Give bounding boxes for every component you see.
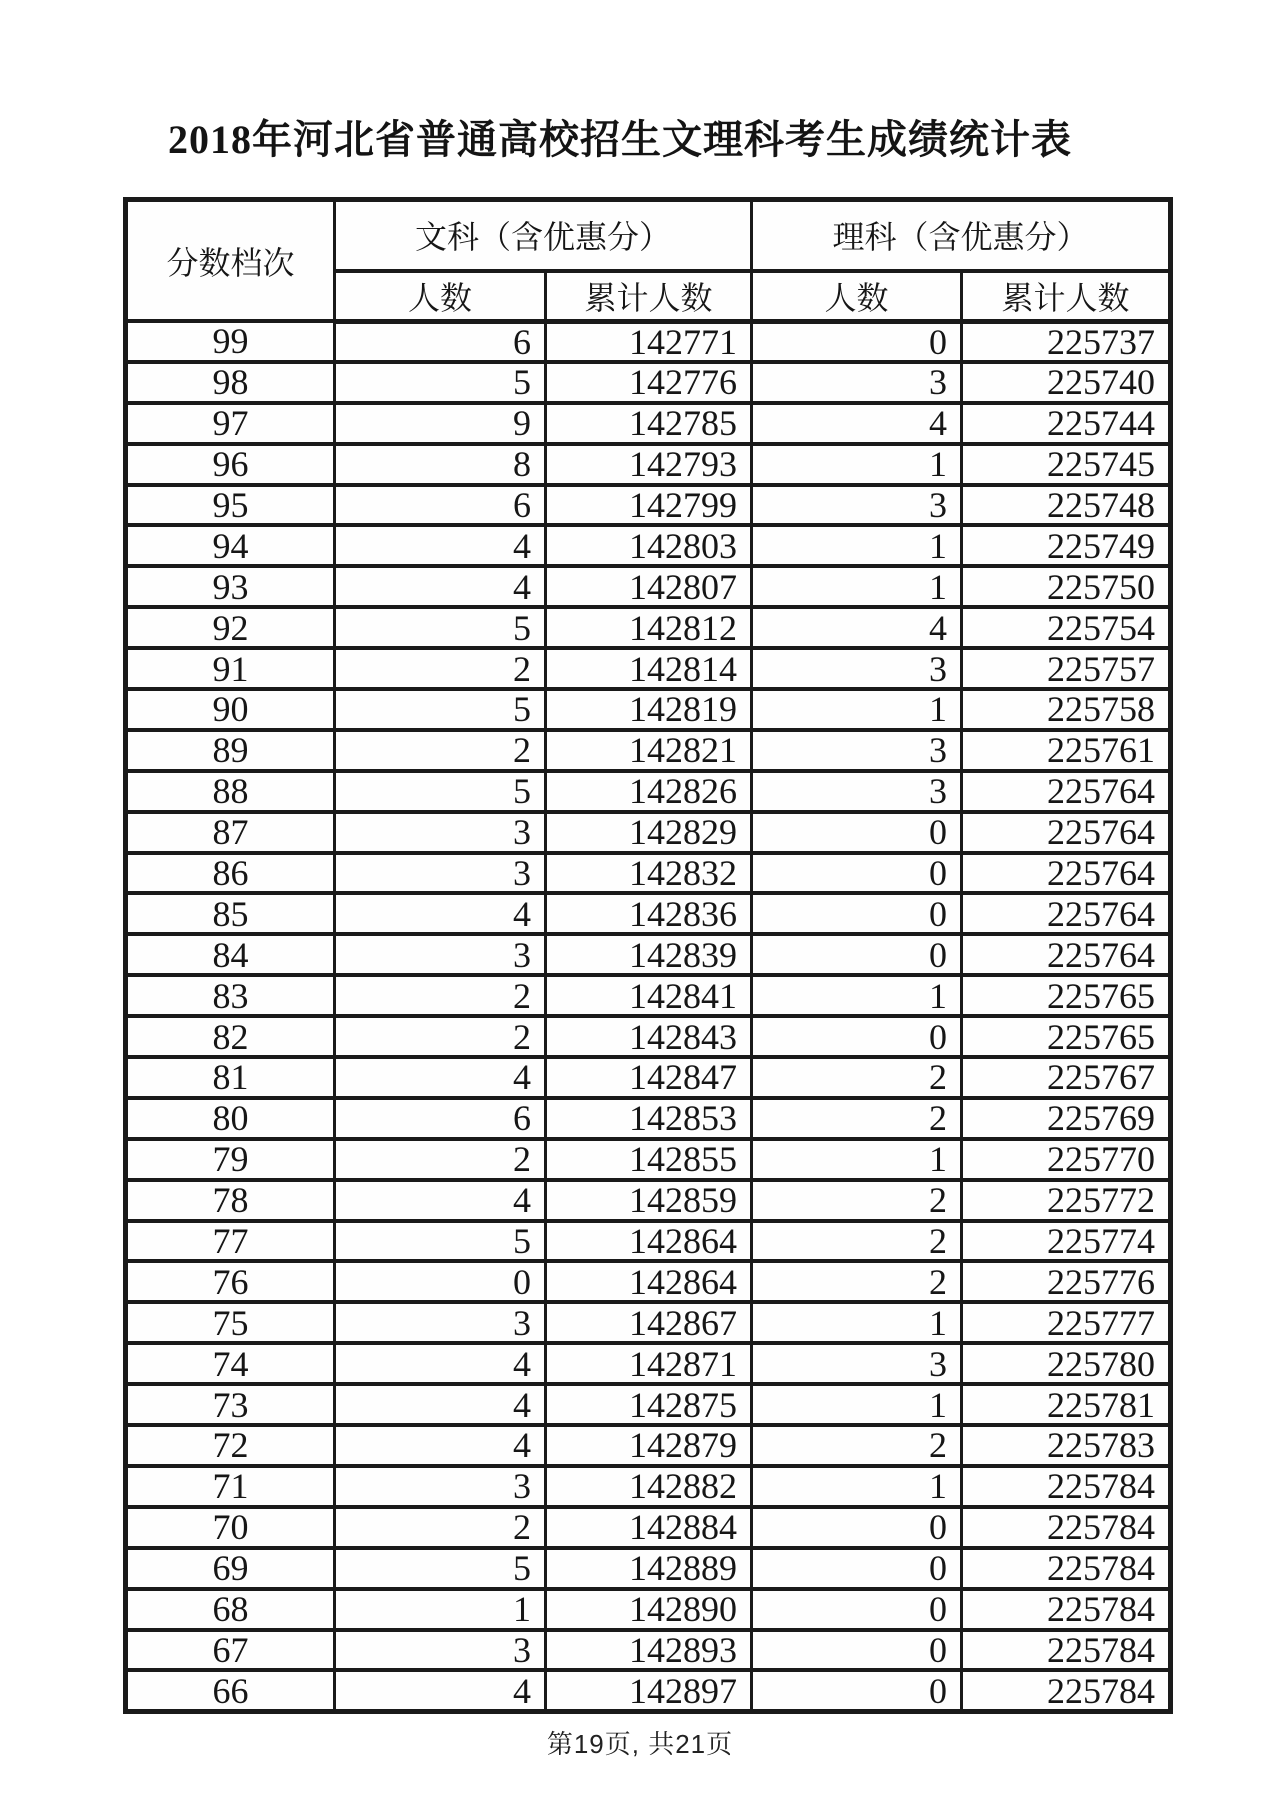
- science-count: 1: [752, 1466, 962, 1507]
- liberal-arts-cumulative: 142829: [546, 812, 752, 853]
- science-count: 1: [752, 444, 962, 485]
- table-row: [126, 1466, 1171, 1507]
- table-header: [126, 200, 1171, 322]
- header-liberal-arts-group: 文科（含优惠分）: [335, 200, 752, 271]
- liberal-arts-cumulative: 142859: [546, 1180, 752, 1221]
- liberal-arts-cumulative: 142803: [546, 525, 752, 566]
- science-cumulative: 225748: [962, 485, 1171, 526]
- score-level: 73: [126, 1384, 335, 1425]
- score-level: 70: [126, 1507, 335, 1548]
- liberal-arts-count: 5: [335, 1221, 546, 1262]
- liberal-arts-count: 5: [335, 362, 546, 403]
- table-row: [126, 485, 1171, 526]
- science-count: 1: [752, 689, 962, 730]
- liberal-arts-count: 4: [335, 525, 546, 566]
- table-row: [126, 1670, 1171, 1711]
- liberal-arts-count: 0: [335, 1261, 546, 1302]
- score-statistics-table: [123, 197, 1173, 1714]
- science-count: 3: [752, 485, 962, 526]
- liberal-arts-count: 3: [335, 1466, 546, 1507]
- liberal-arts-count: 4: [335, 1384, 546, 1425]
- science-cumulative: 225784: [962, 1466, 1171, 1507]
- liberal-arts-cumulative: 142890: [546, 1589, 752, 1630]
- science-count: 3: [752, 730, 962, 771]
- score-level: 76: [126, 1261, 335, 1302]
- liberal-arts-cumulative: 142821: [546, 730, 752, 771]
- science-count: 2: [752, 1221, 962, 1262]
- liberal-arts-count: 2: [335, 648, 546, 689]
- liberal-arts-cumulative: 142867: [546, 1302, 752, 1343]
- liberal-arts-count: 4: [335, 1180, 546, 1221]
- science-cumulative: 225745: [962, 444, 1171, 485]
- score-level: 80: [126, 1098, 335, 1139]
- score-level: 67: [126, 1630, 335, 1671]
- liberal-arts-cumulative: 142843: [546, 1016, 752, 1057]
- score-level: 84: [126, 934, 335, 975]
- science-count: 1: [752, 1384, 962, 1425]
- science-cumulative: 225784: [962, 1589, 1171, 1630]
- science-cumulative: 225757: [962, 648, 1171, 689]
- liberal-arts-count: 5: [335, 607, 546, 648]
- science-count: 0: [752, 893, 962, 934]
- score-level: 99: [126, 321, 335, 362]
- science-cumulative: 225744: [962, 403, 1171, 444]
- science-cumulative: 225784: [962, 1670, 1171, 1711]
- science-count: 1: [752, 1302, 962, 1343]
- liberal-arts-cumulative: 142807: [546, 566, 752, 607]
- liberal-arts-count: 4: [335, 1343, 546, 1384]
- table-row: [126, 1221, 1171, 1262]
- liberal-arts-cumulative: 142812: [546, 607, 752, 648]
- header-science-cumulative: 累计人数: [962, 271, 1171, 322]
- page-number: 第19页, 共21页: [546, 1729, 734, 1759]
- liberal-arts-cumulative: 142879: [546, 1425, 752, 1466]
- score-level: 74: [126, 1343, 335, 1384]
- science-cumulative: 225764: [962, 934, 1171, 975]
- science-count: 2: [752, 1180, 962, 1221]
- score-level: 69: [126, 1548, 335, 1589]
- table-row: [126, 362, 1171, 403]
- science-cumulative: 225772: [962, 1180, 1171, 1221]
- liberal-arts-cumulative: 142771: [546, 321, 752, 362]
- liberal-arts-count: 2: [335, 1016, 546, 1057]
- table-row: [126, 1548, 1171, 1589]
- table-row: [126, 1630, 1171, 1671]
- header-group-row: [126, 200, 1171, 271]
- score-level: 90: [126, 689, 335, 730]
- score-level: 96: [126, 444, 335, 485]
- liberal-arts-cumulative: 142853: [546, 1098, 752, 1139]
- liberal-arts-cumulative: 142785: [546, 403, 752, 444]
- table-row: [126, 689, 1171, 730]
- liberal-arts-count: 1: [335, 1589, 546, 1630]
- liberal-arts-cumulative: 142814: [546, 648, 752, 689]
- science-count: 1: [752, 525, 962, 566]
- liberal-arts-cumulative: 142836: [546, 893, 752, 934]
- science-cumulative: 225767: [962, 1057, 1171, 1098]
- science-cumulative: 225774: [962, 1221, 1171, 1262]
- liberal-arts-count: 3: [335, 812, 546, 853]
- liberal-arts-cumulative: 142776: [546, 362, 752, 403]
- science-count: 3: [752, 648, 962, 689]
- table-row: [126, 975, 1171, 1016]
- science-cumulative: 225740: [962, 362, 1171, 403]
- science-cumulative: 225777: [962, 1302, 1171, 1343]
- table-row: [126, 1425, 1171, 1466]
- science-cumulative: 225783: [962, 1425, 1171, 1466]
- science-cumulative: 225764: [962, 893, 1171, 934]
- score-level: 82: [126, 1016, 335, 1057]
- science-cumulative: 225765: [962, 1016, 1171, 1057]
- liberal-arts-cumulative: 142897: [546, 1670, 752, 1711]
- score-level: 89: [126, 730, 335, 771]
- science-cumulative: 225764: [962, 771, 1171, 812]
- header-score-level: 分数档次: [126, 200, 335, 322]
- score-level: 93: [126, 566, 335, 607]
- score-level: 79: [126, 1139, 335, 1180]
- score-level: 95: [126, 485, 335, 526]
- science-cumulative: 225769: [962, 1098, 1171, 1139]
- science-count: 2: [752, 1057, 962, 1098]
- table-row: [126, 853, 1171, 894]
- science-count: 1: [752, 1139, 962, 1180]
- liberal-arts-cumulative: 142819: [546, 689, 752, 730]
- table-row: [126, 1384, 1171, 1425]
- science-cumulative: 225784: [962, 1548, 1171, 1589]
- science-count: 0: [752, 853, 962, 894]
- liberal-arts-cumulative: 142864: [546, 1261, 752, 1302]
- score-level: 83: [126, 975, 335, 1016]
- table-row: [126, 1180, 1171, 1221]
- page-title: 2018年河北省普通高校招生文理科考生成绩统计表: [168, 117, 1072, 162]
- science-count: 0: [752, 1507, 962, 1548]
- score-level: 87: [126, 812, 335, 853]
- liberal-arts-cumulative: 142832: [546, 853, 752, 894]
- science-count: 3: [752, 771, 962, 812]
- science-cumulative: 225758: [962, 689, 1171, 730]
- science-cumulative: 225761: [962, 730, 1171, 771]
- liberal-arts-count: 8: [335, 444, 546, 485]
- liberal-arts-count: 3: [335, 853, 546, 894]
- science-count: 0: [752, 934, 962, 975]
- science-count: 0: [752, 1589, 962, 1630]
- header-liberal-arts-cumulative: 累计人数: [546, 271, 752, 322]
- table-row: [126, 1139, 1171, 1180]
- science-count: 0: [752, 1548, 962, 1589]
- header-science-count: 人数: [752, 271, 962, 322]
- liberal-arts-count: 3: [335, 934, 546, 975]
- science-cumulative: 225765: [962, 975, 1171, 1016]
- score-level: 92: [126, 607, 335, 648]
- score-level: 97: [126, 403, 335, 444]
- liberal-arts-count: 4: [335, 1425, 546, 1466]
- table-row: [126, 934, 1171, 975]
- score-level: 68: [126, 1589, 335, 1630]
- liberal-arts-cumulative: 142882: [546, 1466, 752, 1507]
- table-row: [126, 730, 1171, 771]
- table-row: [126, 771, 1171, 812]
- liberal-arts-cumulative: 142799: [546, 485, 752, 526]
- score-level: 75: [126, 1302, 335, 1343]
- science-cumulative: 225764: [962, 812, 1171, 853]
- score-level: 94: [126, 525, 335, 566]
- table-row: [126, 1261, 1171, 1302]
- liberal-arts-count: 5: [335, 771, 546, 812]
- science-cumulative: 225776: [962, 1261, 1171, 1302]
- table-row: [126, 1302, 1171, 1343]
- science-cumulative: 225754: [962, 607, 1171, 648]
- score-level: 66: [126, 1670, 335, 1711]
- liberal-arts-cumulative: 142793: [546, 444, 752, 485]
- table-body: [126, 321, 1171, 1711]
- score-level: 85: [126, 893, 335, 934]
- science-cumulative: 225781: [962, 1384, 1171, 1425]
- science-count: 3: [752, 362, 962, 403]
- science-cumulative: 225780: [962, 1343, 1171, 1384]
- liberal-arts-count: 6: [335, 1098, 546, 1139]
- liberal-arts-count: 4: [335, 1670, 546, 1711]
- liberal-arts-cumulative: 142847: [546, 1057, 752, 1098]
- table-row: [126, 893, 1171, 934]
- liberal-arts-count: 3: [335, 1630, 546, 1671]
- liberal-arts-count: 4: [335, 1057, 546, 1098]
- liberal-arts-cumulative: 142855: [546, 1139, 752, 1180]
- table-row: [126, 648, 1171, 689]
- score-level: 71: [126, 1466, 335, 1507]
- science-count: 2: [752, 1098, 962, 1139]
- score-level: 81: [126, 1057, 335, 1098]
- science-count: 3: [752, 1343, 962, 1384]
- liberal-arts-count: 2: [335, 975, 546, 1016]
- science-count: 0: [752, 1630, 962, 1671]
- header-liberal-arts-count: 人数: [335, 271, 546, 322]
- liberal-arts-count: 2: [335, 730, 546, 771]
- liberal-arts-cumulative: 142839: [546, 934, 752, 975]
- science-cumulative: 225750: [962, 566, 1171, 607]
- table-row: [126, 444, 1171, 485]
- science-cumulative: 225737: [962, 321, 1171, 362]
- science-count: 1: [752, 566, 962, 607]
- science-count: 0: [752, 812, 962, 853]
- liberal-arts-cumulative: 142884: [546, 1507, 752, 1548]
- science-count: 0: [752, 1670, 962, 1711]
- score-level: 91: [126, 648, 335, 689]
- liberal-arts-count: 6: [335, 321, 546, 362]
- liberal-arts-count: 5: [335, 1548, 546, 1589]
- liberal-arts-cumulative: 142893: [546, 1630, 752, 1671]
- liberal-arts-count: 4: [335, 893, 546, 934]
- science-count: 1: [752, 975, 962, 1016]
- science-cumulative: 225784: [962, 1507, 1171, 1548]
- liberal-arts-cumulative: 142871: [546, 1343, 752, 1384]
- liberal-arts-count: 2: [335, 1139, 546, 1180]
- table-row: [126, 1589, 1171, 1630]
- science-count: 4: [752, 607, 962, 648]
- table-row: [126, 607, 1171, 648]
- science-count: 4: [752, 403, 962, 444]
- table-row: [126, 1098, 1171, 1139]
- score-level: 78: [126, 1180, 335, 1221]
- table-row: [126, 403, 1171, 444]
- liberal-arts-count: 3: [335, 1302, 546, 1343]
- table-row: [126, 1016, 1171, 1057]
- header-science-group: 理科（含优惠分）: [752, 200, 1171, 271]
- liberal-arts-count: 4: [335, 566, 546, 607]
- liberal-arts-count: 2: [335, 1507, 546, 1548]
- liberal-arts-cumulative: 142875: [546, 1384, 752, 1425]
- score-level: 86: [126, 853, 335, 894]
- score-level: 72: [126, 1425, 335, 1466]
- science-cumulative: 225784: [962, 1630, 1171, 1671]
- score-level: 77: [126, 1221, 335, 1262]
- science-count: 2: [752, 1261, 962, 1302]
- liberal-arts-cumulative: 142841: [546, 975, 752, 1016]
- score-level: 88: [126, 771, 335, 812]
- liberal-arts-count: 9: [335, 403, 546, 444]
- table-row: [126, 525, 1171, 566]
- table-row: [126, 566, 1171, 607]
- science-count: 2: [752, 1425, 962, 1466]
- table-row: [126, 812, 1171, 853]
- science-count: 0: [752, 321, 962, 362]
- science-cumulative: 225764: [962, 853, 1171, 894]
- liberal-arts-cumulative: 142826: [546, 771, 752, 812]
- table-row: [126, 321, 1171, 362]
- table-row: [126, 1507, 1171, 1548]
- science-cumulative: 225749: [962, 525, 1171, 566]
- table-row: [126, 1343, 1171, 1384]
- liberal-arts-count: 5: [335, 689, 546, 730]
- science-cumulative: 225770: [962, 1139, 1171, 1180]
- science-count: 0: [752, 1016, 962, 1057]
- liberal-arts-cumulative: 142864: [546, 1221, 752, 1262]
- liberal-arts-cumulative: 142889: [546, 1548, 752, 1589]
- table-row: [126, 1057, 1171, 1098]
- score-level: 98: [126, 362, 335, 403]
- liberal-arts-count: 6: [335, 485, 546, 526]
